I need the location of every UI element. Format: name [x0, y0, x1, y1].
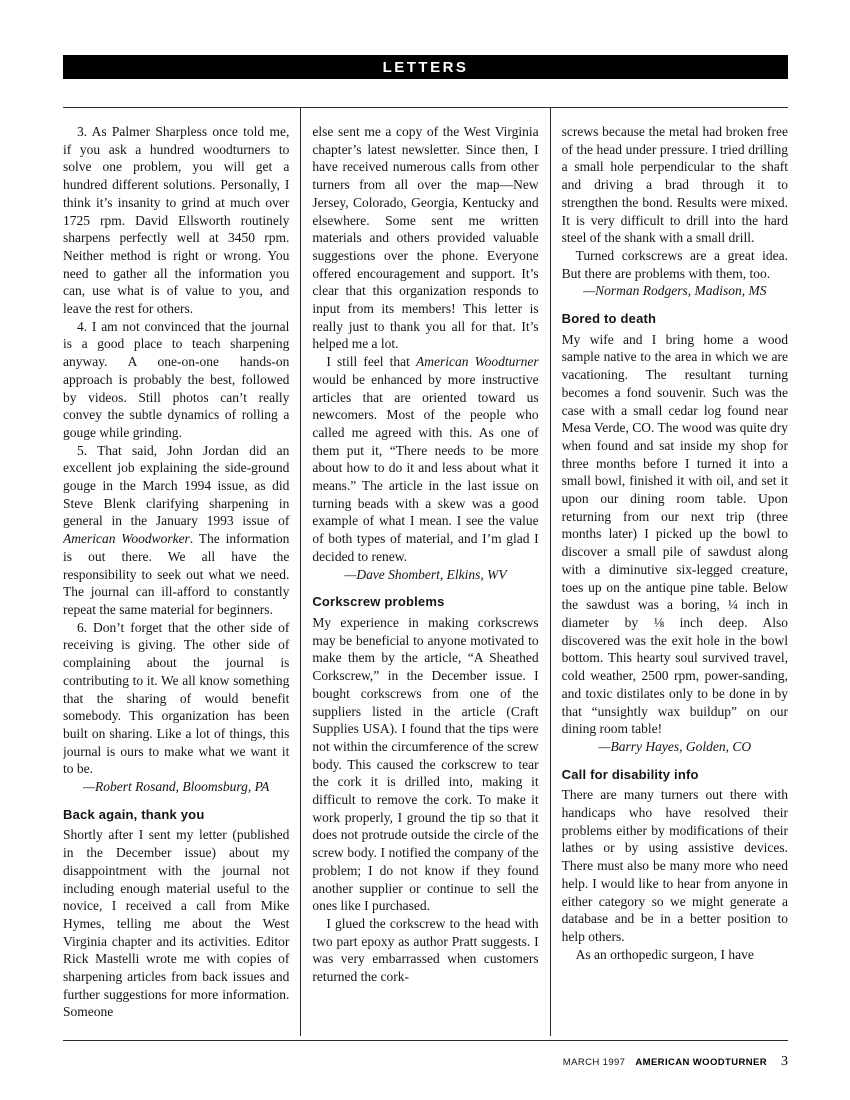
letter-signature: —Barry Hayes, Golden, CO	[598, 738, 752, 754]
letter-signature: —Dave Shombert, Elkins, WV	[344, 566, 507, 582]
footer-journal-name: AMERICAN WOODTURNER	[635, 1057, 767, 1068]
letter-paragraph: I glued the corkscrew to the head with two part epoxy as author Pratt suggests. I was very embarrassed when customers returned the cork-	[312, 915, 539, 985]
letter-paragraph: 3. As Palmer Sharpless once told me, if you ask a hundred woodturners to solve one problem, you will get a hundred different solutions. Personally, I think it’s insanity to grind at much over 1725 rpm. David Ellsworth routinely sharpens perfectly well at 3450 rpm. Neither method is right or wrong. You need to gather all the information you can, use what is of value to you, and leave the rest for others.	[63, 124, 290, 317]
footer	[563, 1054, 788, 1070]
text-column-3	[562, 108, 788, 1036]
letter-heading: Bored to death	[561, 311, 657, 327]
footer-rule	[63, 1040, 788, 1041]
letter-paragraph: I still feel that American Woodturner would be enhanced by more instructive articles that are oriented toward us newcomers. Most of the people who called me agreed with this. As one of them put it, “There needs to be more about how to do it and less about what it means.” The article in the last issue on turning beads with a skew was a good example of what I mean. I see the value of both types of material, and I’m glad I decided to renew.	[312, 354, 539, 564]
letter-paragraph: My wife and I bring home a wood sample native to the area in which we are vacationing. The resultant turning becomes a fond souvenir. Such was the case with a small cedar log found near Mesa Verde, CO. The wood was quite dry when found and sat inside my shop for three months before I turned it into a small bowl, finished it with oil, and set it upon our dining room table. Upon returning from our next trip (three months later) I picked up the bowl to discover a small pile of sawdust along with a diminutive six-legged creature, toes up on the antique pine table. Below the sawdust was a boring, ¼ inch in diameter by ⅛ inch deep. Also discovered was the exit hole in the bowl bottom. This hearty soul survived travel, cold weather, 2500 rpm, power-sanding, and toxic distilates only to be done in by that “unsightly wax buildup” on our dining room table!	[561, 331, 788, 737]
letter-paragraph: There are many turners out there with handicaps who have resolved their problems either by modifications of their lathes or by using assistive devices. There must also be many more who need help. I would like to hear from anyone in either category so we might generate a database and be in a better position to help others.	[561, 787, 788, 944]
letter-paragraph: else sent me a copy of the West Virginia chapter’s latest newsletter. Since then, I have received numerous calls from other turners from all over the map—New Jersey, Colorado, Georgia, Kentucky and elsewhere. Some sent me written materials and others provided valuable suggestions over the phone. Everyone offered encouragement and support. It’s clear that this organization responds to input from its members! This letter is really just to thank you all for that. It’s helped me a lot.	[312, 124, 539, 352]
letter-paragraph: 4. I am not convinced that the journal is a good place to teach sharpening anyway. A one-on-one hands-on approach is probably the best, followed by videos. Still photos can’t really convey the subtle dynamics of rolling a gouge while grinding.	[63, 318, 290, 440]
letter-paragraph: Turned corkscrews are a great idea. But there are problems with them, too.	[561, 247, 788, 281]
footer-page-number: 3	[781, 1054, 788, 1069]
letter-heading: Call for disability info	[561, 766, 699, 782]
letter-heading: Back again, thank you	[63, 806, 205, 822]
columns	[63, 108, 788, 1036]
letter-heading: Corkscrew problems	[312, 594, 445, 610]
letter-paragraph: 5. That said, John Jordan did an excellent job explaining the side-ground gouge in the March 1994 issue, as did Steve Blenk clarifying sharpening in general in the January 1993 issue of American Woodworker. The information is out there. We all have the responsibility to seek out what we need. The journal can ill-afford to constantly repeat the same material for beginners.	[63, 442, 290, 617]
text-column-1	[63, 108, 289, 1036]
letter-paragraph: As an orthopedic surgeon, I have	[575, 946, 754, 962]
letter-paragraph: My experience in making corkscrews may be beneficial to anyone motivated to make them by the article, “A Sheathed Corkscrew,” in the December issue. I bought corkscrews from one of the suppliers listed in the article (Craft Supplies USA). I found that the tips were not within the circumference of the screw body. This caused the corkscrew to tear the cork it is drilled into, making it difficult to remove the cork. To make it work properly, I ground the tip so that it does not protrude outside the circle of the screw body. I notified the company of the problem; I do not know if they found another supplier or continue to sell the ones like I purchased.	[312, 614, 539, 914]
letter-paragraph: screws because the metal had broken free of the head under pressure. I tried drilling a small hole perpendicular to the shaft and driving a brad through it to strengthen the bond. Results were mixed. It is very difficult to drill into the hard steel of the shank with a small drill.	[561, 124, 788, 246]
section-title: LETTERS	[382, 58, 469, 76]
letter-signature: —Robert Rosand, Bloomsburg, PA	[82, 779, 270, 795]
column-rule	[550, 108, 551, 1036]
letter-signature: —Norman Rodgers, Madison, MS	[583, 283, 767, 299]
text-column-2	[312, 108, 538, 1036]
letter-paragraph: 6. Don’t forget that the other side of receiving is giving. The other side of complaining about the journal is contributing to it. We all know something that the sharing of would benefit somebody. This organization has been built on sharing. Like a lot of things, this journal is ours to make what we want it to be.	[63, 619, 290, 777]
footer-issue-date: MARCH 1997	[562, 1057, 626, 1068]
column-rule	[300, 108, 301, 1036]
letters-header-bar	[63, 55, 788, 79]
letter-paragraph: Shortly after I sent my letter (published in the December issue) about my disappointment with the journal not including enough material useful to the novice, I received a call from Mike Hymes, telling me about the West Virginia chapter and its activities. Editor Rick Mastelli wrote me with copies of sharpening articles from back issues and further suggestions for more information. Someone	[63, 827, 290, 1020]
